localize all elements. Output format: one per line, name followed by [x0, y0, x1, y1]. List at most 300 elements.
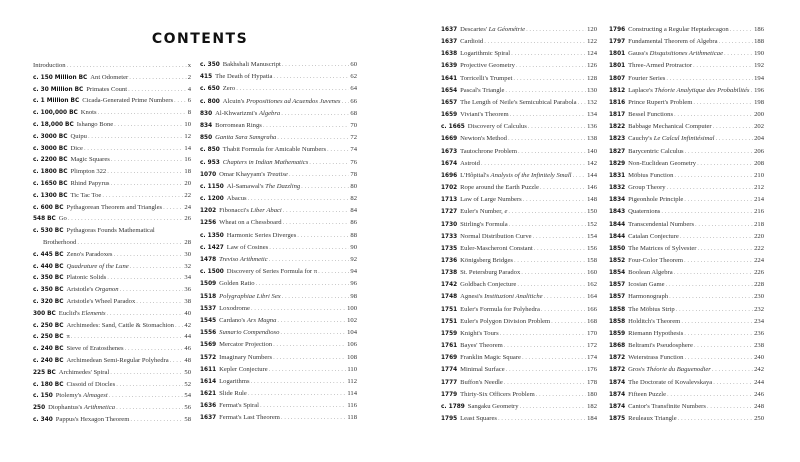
entry-title-italic: Disquisitiones Arithmeticae — [649, 50, 723, 58]
entry-page-number: 246 — [754, 390, 764, 398]
entry-page-number: 40 — [184, 309, 191, 317]
entry-title-text: π — [66, 333, 70, 341]
toc-entry[interactable] — [441, 97, 597, 109]
entry-date: 1795 — [441, 416, 458, 422]
entry-title — [460, 352, 521, 364]
dot-leader — [273, 71, 349, 83]
entry-date: 1874 — [609, 379, 626, 386]
toc-entry[interactable] — [33, 296, 191, 308]
toc-entry[interactable] — [33, 166, 191, 178]
entry-page-number: 104 — [347, 329, 357, 337]
toc-entry[interactable] — [609, 170, 764, 182]
toc-entry[interactable] — [609, 328, 764, 340]
entry-page-number: 240 — [754, 354, 764, 362]
entry-title-text: Astroid — [460, 159, 480, 167]
toc-entry[interactable] — [200, 400, 357, 412]
entry-title-italic: Arithmetica — [83, 404, 116, 412]
entry-date: c. 1650 BC — [33, 180, 68, 187]
dot-leader — [533, 231, 587, 243]
dot-leader — [685, 146, 753, 158]
entry-title — [460, 328, 499, 340]
toc-entry[interactable] — [200, 181, 357, 193]
entry-title — [460, 170, 571, 182]
toc-entry[interactable] — [609, 377, 764, 389]
toc-entry[interactable] — [609, 291, 764, 303]
entry-title-text: Fifteen Puzzle — [628, 390, 667, 398]
dot-leader — [283, 217, 350, 229]
toc-entry[interactable] — [441, 182, 597, 194]
entry-date: c. 1150 — [200, 183, 224, 190]
toc-entry[interactable] — [200, 291, 357, 303]
toc-entry[interactable] — [609, 231, 764, 243]
entry-title — [460, 267, 520, 279]
toc-entry[interactable] — [200, 169, 357, 181]
entry-title-text: Fundamental Theorem of Algebra — [628, 38, 718, 46]
entry-page-number: 94 — [350, 268, 357, 276]
toc-entry[interactable] — [200, 266, 357, 278]
toc-entry[interactable] — [441, 206, 597, 218]
toc-entry[interactable] — [441, 340, 597, 352]
page-title: CONTENTS — [151, 31, 249, 47]
dot-leader — [540, 182, 586, 194]
entry-date: 1858 — [609, 318, 626, 325]
dot-leader — [680, 231, 753, 243]
entry-title — [468, 121, 527, 133]
dot-leader — [578, 97, 587, 109]
entry-title — [628, 182, 665, 194]
toc-entry[interactable] — [441, 121, 597, 133]
entry-title-text: Plimpton 322 — [70, 168, 107, 176]
toc-entry[interactable] — [441, 255, 597, 267]
toc-entry[interactable] — [609, 316, 764, 328]
entry-date: c. 1427 — [200, 244, 224, 251]
entry-title-text: The Matrices of Sylvester — [628, 244, 697, 252]
toc-entry[interactable] — [441, 389, 597, 401]
toc-entry[interactable] — [200, 327, 357, 339]
entry-title — [628, 364, 711, 376]
toc-entry[interactable] — [33, 95, 191, 107]
entry-title-text: Aristotle's Wheel Paradox — [66, 297, 136, 305]
toc-entry[interactable] — [441, 413, 597, 425]
dot-leader — [116, 379, 183, 391]
dot-leader — [666, 279, 754, 291]
dot-leader — [175, 320, 183, 332]
entry-title-text: Laplace's — [628, 86, 655, 94]
dot-leader — [107, 272, 183, 284]
toc-entry[interactable] — [441, 36, 597, 48]
entry-date: 1637 — [441, 39, 458, 46]
toc-entry[interactable] — [33, 84, 191, 96]
entry-title-italic: La Géométrie — [488, 26, 526, 33]
toc-entry[interactable] — [609, 73, 764, 85]
toc-entry[interactable] — [200, 315, 357, 327]
dot-leader — [111, 178, 184, 190]
entry-date: 1817 — [609, 112, 626, 119]
dot-leader — [713, 121, 753, 133]
entry-title — [66, 320, 174, 332]
toc-entry[interactable] — [609, 389, 764, 401]
entry-title — [219, 205, 282, 217]
dot-leader — [551, 316, 586, 328]
entry-title-text: Sangaku Geometry — [467, 402, 519, 410]
toc-entry[interactable] — [609, 255, 764, 267]
entry-title-italic: The Dazzling — [265, 182, 301, 190]
entry-title — [460, 133, 507, 145]
toc-entry[interactable] — [441, 328, 597, 340]
toc-entry[interactable] — [200, 339, 357, 351]
entry-title — [66, 249, 112, 261]
toc-entry[interactable] — [609, 146, 764, 158]
toc-entry[interactable] — [33, 331, 191, 343]
toc-entry[interactable] — [441, 146, 597, 158]
toc-entry[interactable] — [200, 388, 357, 400]
entry-date: 1611 — [200, 366, 217, 373]
entry-date: c. 150 Million BC — [33, 74, 88, 81]
entry-title-italic: e — [504, 208, 508, 216]
entry-date: 1777 — [441, 379, 458, 386]
entry-page-number: 12 — [184, 132, 191, 140]
toc-entry[interactable] — [200, 71, 357, 83]
dot-leader — [263, 120, 350, 132]
toc-entry[interactable] — [441, 24, 597, 36]
entry-title — [460, 48, 510, 60]
toc-entry[interactable] — [200, 144, 357, 156]
entry-title-text: L'Hôpital's — [460, 171, 491, 179]
toc-entry[interactable] — [200, 83, 357, 95]
entry-title-text: Law of Large Numbers — [460, 196, 522, 204]
dot-leader — [269, 242, 349, 254]
entry-title — [59, 308, 106, 320]
entry-title — [219, 315, 276, 327]
entry-title — [215, 120, 262, 132]
toc-entry[interactable] — [609, 158, 764, 170]
toc-entry[interactable] — [609, 60, 764, 72]
entry-page-number: 168 — [587, 317, 597, 325]
toc-entry[interactable] — [609, 97, 764, 109]
toc-entry[interactable] — [609, 243, 764, 255]
toc-entry[interactable] — [33, 379, 191, 391]
toc-entry[interactable] — [609, 48, 764, 60]
toc-entry[interactable] — [441, 352, 597, 364]
entry-page-number: x — [187, 62, 191, 69]
toc-entry[interactable] — [609, 340, 764, 352]
entry-title-text: Three-Armed Protractor — [628, 62, 693, 70]
toc-entry[interactable] — [33, 249, 191, 261]
dot-leader — [84, 143, 183, 155]
toc-entry[interactable] — [609, 85, 764, 97]
entry-date: 1829 — [609, 160, 626, 167]
toc-entry[interactable] — [33, 414, 191, 426]
entry-page-number: 124 — [587, 50, 597, 58]
entry-page-number: 8 — [187, 109, 191, 117]
toc-entry[interactable] — [441, 60, 597, 72]
dot-leader — [68, 213, 184, 225]
entry-page-number: 92 — [350, 256, 357, 263]
entry-title-text: The Death of Hypatia — [215, 73, 273, 81]
toc-entry[interactable] — [609, 121, 764, 133]
entry-title-text: Tic Tac Toe — [70, 191, 102, 199]
toc-entry[interactable] — [200, 412, 357, 424]
toc-entry[interactable] — [33, 131, 191, 143]
entry-title-text: Stirling's Formula — [460, 220, 508, 228]
dot-leader — [102, 190, 183, 202]
entry-date: c. 2200 BC — [33, 157, 68, 164]
dot-leader — [508, 206, 586, 218]
entry-title-text: Euler's Polygon Division Problem — [460, 317, 551, 325]
toc-entry[interactable] — [33, 355, 191, 367]
toc-entry[interactable] — [33, 119, 191, 131]
entry-title — [59, 367, 109, 379]
entry-title-text: Al-Samawal's — [226, 182, 266, 190]
toc-entry[interactable] — [441, 73, 597, 85]
toc-entry[interactable] — [200, 254, 357, 266]
entry-date: c. 3000 BC — [33, 133, 68, 140]
toc-entry[interactable] — [609, 133, 764, 145]
toc-entry[interactable] — [33, 60, 191, 72]
toc-entry[interactable] — [33, 154, 191, 166]
toc-entry[interactable] — [441, 243, 597, 255]
toc-entry[interactable] — [609, 401, 764, 413]
entry-page-number: 46 — [184, 345, 191, 353]
entry-title-text: St. Petersburg Paradox — [460, 269, 521, 277]
dot-leader — [521, 267, 586, 279]
toc-entry[interactable] — [609, 24, 764, 36]
entry-date: 1637 — [441, 27, 458, 33]
toc-entry[interactable] — [33, 213, 191, 225]
toc-entry[interactable] — [33, 261, 191, 273]
toc-entry[interactable] — [441, 291, 597, 303]
dot-leader — [248, 388, 347, 400]
toc-entry[interactable] — [441, 170, 597, 182]
toc-entry[interactable] — [200, 59, 357, 71]
dot-leader — [277, 132, 349, 144]
dot-leader — [98, 107, 187, 119]
toc-entry[interactable] — [441, 377, 597, 389]
entry-page-number: 96 — [350, 280, 357, 288]
toc-entry[interactable] — [441, 219, 597, 231]
entry-title — [628, 48, 723, 60]
entry-date: c. 3000 BC — [33, 145, 68, 152]
entry-title — [460, 279, 516, 291]
toc-entry[interactable] — [441, 85, 597, 97]
toc-entry[interactable] — [200, 205, 357, 217]
entry-page-number: 122 — [587, 38, 597, 46]
toc-entry[interactable] — [609, 304, 764, 316]
toc-entry[interactable] — [609, 182, 764, 194]
entry-date: c. 445 BC — [33, 251, 64, 258]
entry-title — [460, 377, 503, 389]
dot-leader — [174, 95, 187, 107]
entry-date: 1834 — [609, 197, 626, 204]
toc-entry[interactable] — [200, 230, 357, 242]
entry-date: 1669 — [441, 136, 458, 143]
dot-leader — [136, 296, 183, 308]
entry-title-text: Barycentric Calculus — [628, 147, 684, 155]
entry-page-number: 126 — [587, 62, 597, 70]
entry-title-text: Introduction — [33, 62, 66, 69]
dot-leader — [513, 73, 586, 85]
toc-entry[interactable] — [200, 242, 357, 254]
entry-title-text: Reuleaux Triangle — [628, 415, 677, 422]
entry-title — [460, 36, 483, 48]
toc-entry[interactable] — [441, 231, 597, 243]
toc-entry[interactable] — [200, 193, 357, 205]
toc-entry[interactable] — [200, 303, 357, 315]
entry-page-number: 134 — [587, 111, 597, 119]
dot-leader — [526, 24, 586, 36]
entry-title — [227, 193, 247, 205]
entry-page-number: 148 — [587, 196, 597, 204]
dot-leader — [109, 390, 184, 402]
entry-title-text: Aristotle's — [66, 286, 95, 294]
toc-entry[interactable] — [200, 120, 357, 132]
toc-entry[interactable] — [441, 194, 597, 206]
entry-title-italic: Treviso Arithmetic — [219, 256, 268, 263]
entry-page-number: 2 — [187, 73, 191, 81]
toc-entry[interactable] — [609, 352, 764, 364]
entry-date: 830 — [200, 110, 213, 117]
entry-title-text: Kepler Conjecture — [219, 365, 268, 373]
entry-title — [70, 143, 82, 155]
entry-title — [460, 146, 517, 158]
entry-title — [219, 327, 279, 339]
dot-leader — [750, 85, 753, 97]
toc-entry[interactable] — [33, 190, 191, 202]
entry-title — [219, 364, 268, 376]
toc-entry[interactable] — [33, 225, 191, 237]
entry-page-number: 186 — [754, 26, 764, 33]
entry-title-text: Viviani's Theorem — [460, 111, 509, 119]
entry-date: 1733 — [441, 233, 458, 240]
entry-date: c. 800 — [200, 98, 220, 105]
toc-entry[interactable] — [609, 364, 764, 376]
dot-leader — [318, 266, 349, 278]
entry-date: c. 250 BC — [33, 334, 64, 341]
toc-entry[interactable] — [609, 194, 764, 206]
entry-title-text: Goldbach Conjecture — [460, 281, 517, 289]
toc-entry[interactable] — [33, 367, 191, 379]
toc-entry[interactable] — [441, 109, 597, 121]
toc-entry[interactable] — [441, 279, 597, 291]
entry-title-text: Tautochrone Problem — [460, 147, 517, 155]
toc-entry[interactable] — [33, 402, 191, 414]
entry-date: c. 1300 BC — [33, 192, 68, 199]
toc-entry[interactable] — [200, 352, 357, 364]
toc-entry[interactable] — [609, 413, 764, 425]
entry-date: 1843 — [609, 209, 626, 216]
entry-title-text: Rhind Papyrus — [70, 179, 110, 187]
toc-entry[interactable] — [609, 206, 764, 218]
entry-date: 1748 — [441, 294, 458, 301]
entry-page-number: 234 — [754, 317, 764, 325]
toc-entry[interactable] — [33, 143, 191, 155]
toc-entry[interactable] — [441, 316, 597, 328]
entry-title-italic: Organon — [94, 286, 119, 294]
entry-title — [90, 72, 128, 84]
toc-entry[interactable] — [33, 72, 191, 84]
toc-entry[interactable] — [609, 267, 764, 279]
toc-entry[interactable] — [33, 178, 191, 190]
dot-leader — [667, 182, 754, 194]
entry-title-text: Ant Odometer — [90, 73, 129, 81]
entry-title — [628, 231, 679, 243]
dot-leader — [511, 48, 586, 60]
dot-leader — [669, 291, 753, 303]
entry-page-number: 130 — [587, 86, 597, 94]
entry-title — [460, 316, 550, 328]
toc-entry[interactable] — [441, 401, 597, 413]
toc-entry[interactable] — [609, 109, 764, 121]
entry-date: 1659 — [441, 112, 458, 119]
toc-entry[interactable] — [441, 133, 597, 145]
toc-column-3 — [441, 24, 597, 425]
toc-entry[interactable] — [33, 390, 191, 402]
dot-leader — [684, 194, 753, 206]
entry-page-number: 32 — [184, 262, 191, 270]
entry-page-number: 14 — [184, 144, 191, 152]
toc-entry[interactable] — [200, 132, 357, 144]
toc-entry[interactable] — [33, 284, 191, 296]
toc-entry[interactable] — [33, 308, 191, 320]
entry-title-italic: Chapters in Indian Mathematics — [222, 158, 309, 166]
toc-entry[interactable] — [200, 96, 357, 108]
toc-entry[interactable] — [609, 36, 764, 48]
toc-entry[interactable] — [441, 304, 597, 316]
toc-entry[interactable] — [33, 272, 191, 284]
entry-page-number: 222 — [754, 244, 764, 252]
entry-page-number: 190 — [754, 50, 764, 58]
toc-entry[interactable] — [441, 364, 597, 376]
toc-entry[interactable] — [200, 108, 357, 120]
toc-entry[interactable] — [33, 320, 191, 332]
dot-leader — [282, 59, 350, 71]
entry-page-number: 38 — [184, 297, 191, 305]
toc-entry[interactable] — [200, 157, 357, 169]
toc-entry[interactable] — [441, 267, 597, 279]
toc-entry[interactable] — [200, 278, 357, 290]
toc-entry[interactable] — [33, 107, 191, 119]
dot-leader — [508, 133, 586, 145]
toc-entry[interactable] — [441, 158, 597, 170]
toc-entry[interactable] — [200, 376, 357, 388]
dot-leader — [280, 327, 346, 339]
toc-entry[interactable] — [441, 48, 597, 60]
entry-date: 1850 — [609, 245, 626, 252]
entry-title-text: Knight's Tours — [460, 329, 499, 337]
entry-date: c. 100,000 BC — [33, 110, 78, 117]
entry-date: 1713 — [441, 197, 458, 204]
toc-entry[interactable] — [200, 217, 357, 229]
toc-entry[interactable] — [33, 202, 191, 214]
toc-entry[interactable] — [609, 279, 764, 291]
entry-title-text: Descartes' — [460, 26, 489, 33]
entry-page-number: 36 — [184, 286, 191, 294]
entry-page-number: 120 — [587, 26, 597, 33]
entry-date: 1256 — [200, 220, 217, 227]
entry-title-text: Abacus — [226, 195, 247, 203]
entry-date: c. 1200 — [200, 196, 224, 203]
toc-entry[interactable] — [200, 364, 357, 376]
entry-page-number: 90 — [350, 243, 357, 251]
entry-title — [219, 278, 254, 290]
toc-entry[interactable] — [33, 343, 191, 355]
entry-title — [460, 243, 533, 255]
toc-entry[interactable] — [609, 219, 764, 231]
entry-title — [219, 339, 272, 351]
dot-leader — [520, 401, 587, 413]
dot-leader — [77, 237, 183, 249]
entry-date: 1735 — [441, 245, 458, 252]
